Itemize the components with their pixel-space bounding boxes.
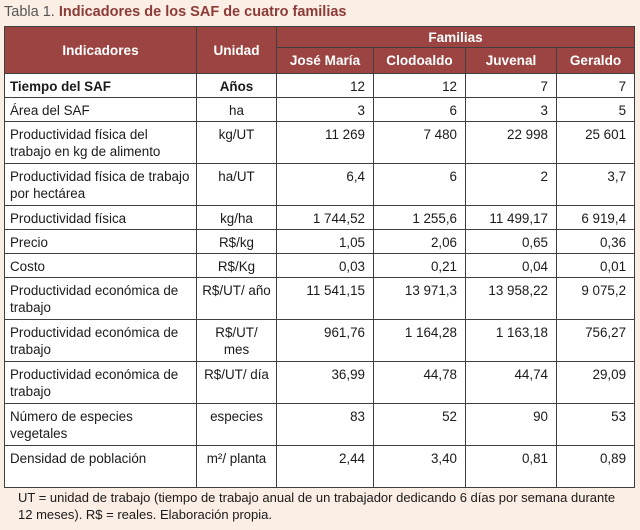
value-cell: 25 601 — [557, 122, 635, 164]
value-cell: 6 919,4 — [557, 206, 635, 230]
value-cell: 0,89 — [557, 446, 635, 488]
indicator-cell: Productividad física de trabajo por hectárea — [5, 164, 197, 206]
table-row — [5, 74, 635, 98]
value-cell: 6,4 — [277, 164, 374, 206]
header-indicadores: Indicadores — [5, 27, 197, 74]
value-cell: 7 480 — [374, 122, 466, 164]
header-family-geraldo: Geraldo — [557, 48, 635, 74]
table-row — [5, 230, 635, 254]
table-row — [5, 362, 635, 404]
value-cell: 22 998 — [466, 122, 557, 164]
value-cell: 1,05 — [277, 230, 374, 254]
value-cell: 1 255,6 — [374, 206, 466, 230]
unit-cell: R$/UT/ mes — [197, 320, 277, 362]
value-cell: 11 499,17 — [466, 206, 557, 230]
value-cell: 0,36 — [557, 230, 635, 254]
table-row — [5, 122, 635, 164]
table-row — [5, 278, 635, 320]
value-cell: 2 — [466, 164, 557, 206]
unit-cell: R$/kg — [197, 230, 277, 254]
value-cell: 7 — [466, 74, 557, 98]
value-cell: 29,09 — [557, 362, 635, 404]
indicator-cell: Productividad económica de trabajo — [5, 320, 197, 362]
value-cell: 6 — [374, 164, 466, 206]
value-cell: 2,44 — [277, 446, 374, 488]
value-cell: 12 — [277, 74, 374, 98]
caption-title: Indicadores de los SAF de cuatro familias — [58, 4, 347, 20]
caption-label: Tabla 1. — [4, 4, 55, 20]
table-row — [5, 320, 635, 362]
value-cell: 0,03 — [277, 254, 374, 278]
value-cell: 11 541,15 — [277, 278, 374, 320]
unit-cell: R$/UT/ día — [197, 362, 277, 404]
table-row — [5, 98, 635, 122]
unit-cell: m²/ planta — [197, 446, 277, 488]
unit-cell: ha/UT — [197, 164, 277, 206]
value-cell: 83 — [277, 404, 374, 446]
value-cell: 0,01 — [557, 254, 635, 278]
value-cell: 53 — [557, 404, 635, 446]
indicator-cell: Tiempo del SAF — [5, 74, 197, 98]
value-cell: 12 — [374, 74, 466, 98]
value-cell: 2,06 — [374, 230, 466, 254]
value-cell: 13 958,22 — [466, 278, 557, 320]
unit-cell: R$/Kg — [197, 254, 277, 278]
table-row — [5, 164, 635, 206]
header-family-juvenal: Juvenal — [466, 48, 557, 74]
value-cell: 961,76 — [277, 320, 374, 362]
value-cell: 0,81 — [466, 446, 557, 488]
value-cell: 3 — [466, 98, 557, 122]
indicator-cell: Costo — [5, 254, 197, 278]
header-family-clodoaldo: Clodoaldo — [374, 48, 466, 74]
table-row — [5, 206, 635, 230]
value-cell: 1 163,18 — [466, 320, 557, 362]
indicator-cell: Productividad económica de trabajo — [5, 362, 197, 404]
value-cell: 1 164,28 — [374, 320, 466, 362]
indicator-cell: Productividad económica de trabajo — [5, 278, 197, 320]
table-caption — [4, 4, 347, 20]
table-footnote: UT = unidad de trabajo (tiempo de trabajo anual de un trabajador dedicando 6 días por semana durante 12 meses). R$ = reales. Elaboración propia. — [18, 490, 616, 522]
value-cell: 7 — [557, 74, 635, 98]
unit-cell: R$/UT/ año — [197, 278, 277, 320]
value-cell: 3 — [277, 98, 374, 122]
value-cell: 13 971,3 — [374, 278, 466, 320]
indicator-cell: Productividad física — [5, 206, 197, 230]
indicators-table — [4, 26, 635, 488]
table-row — [5, 404, 635, 446]
value-cell: 3,7 — [557, 164, 635, 206]
indicator-cell: Número de especies vegetales — [5, 404, 197, 446]
unit-cell: Años — [197, 74, 277, 98]
value-cell: 0,21 — [374, 254, 466, 278]
value-cell: 6 — [374, 98, 466, 122]
header-familias: Familias — [277, 27, 635, 48]
value-cell: 52 — [374, 404, 466, 446]
table-row — [5, 446, 635, 488]
unit-cell: ha — [197, 98, 277, 122]
value-cell: 44,78 — [374, 362, 466, 404]
value-cell: 44,74 — [466, 362, 557, 404]
value-cell: 1 744,52 — [277, 206, 374, 230]
indicator-cell: Productividad física del trabajo en kg de alimento — [5, 122, 197, 164]
value-cell: 90 — [466, 404, 557, 446]
unit-cell: kg/ha — [197, 206, 277, 230]
unit-cell: especies — [197, 404, 277, 446]
value-cell: 0,65 — [466, 230, 557, 254]
value-cell: 11 269 — [277, 122, 374, 164]
indicator-cell: Área del SAF — [5, 98, 197, 122]
indicator-cell: Densidad de población — [5, 446, 197, 488]
value-cell: 36,99 — [277, 362, 374, 404]
indicator-cell: Precio — [5, 230, 197, 254]
header-unidad: Unidad — [197, 27, 277, 74]
value-cell: 3,40 — [374, 446, 466, 488]
unit-cell: kg/UT — [197, 122, 277, 164]
value-cell: 0,04 — [466, 254, 557, 278]
value-cell: 756,27 — [557, 320, 635, 362]
table-row — [5, 254, 635, 278]
value-cell: 5 — [557, 98, 635, 122]
value-cell: 9 075,2 — [557, 278, 635, 320]
header-family-jose-maria: José María — [277, 48, 374, 74]
